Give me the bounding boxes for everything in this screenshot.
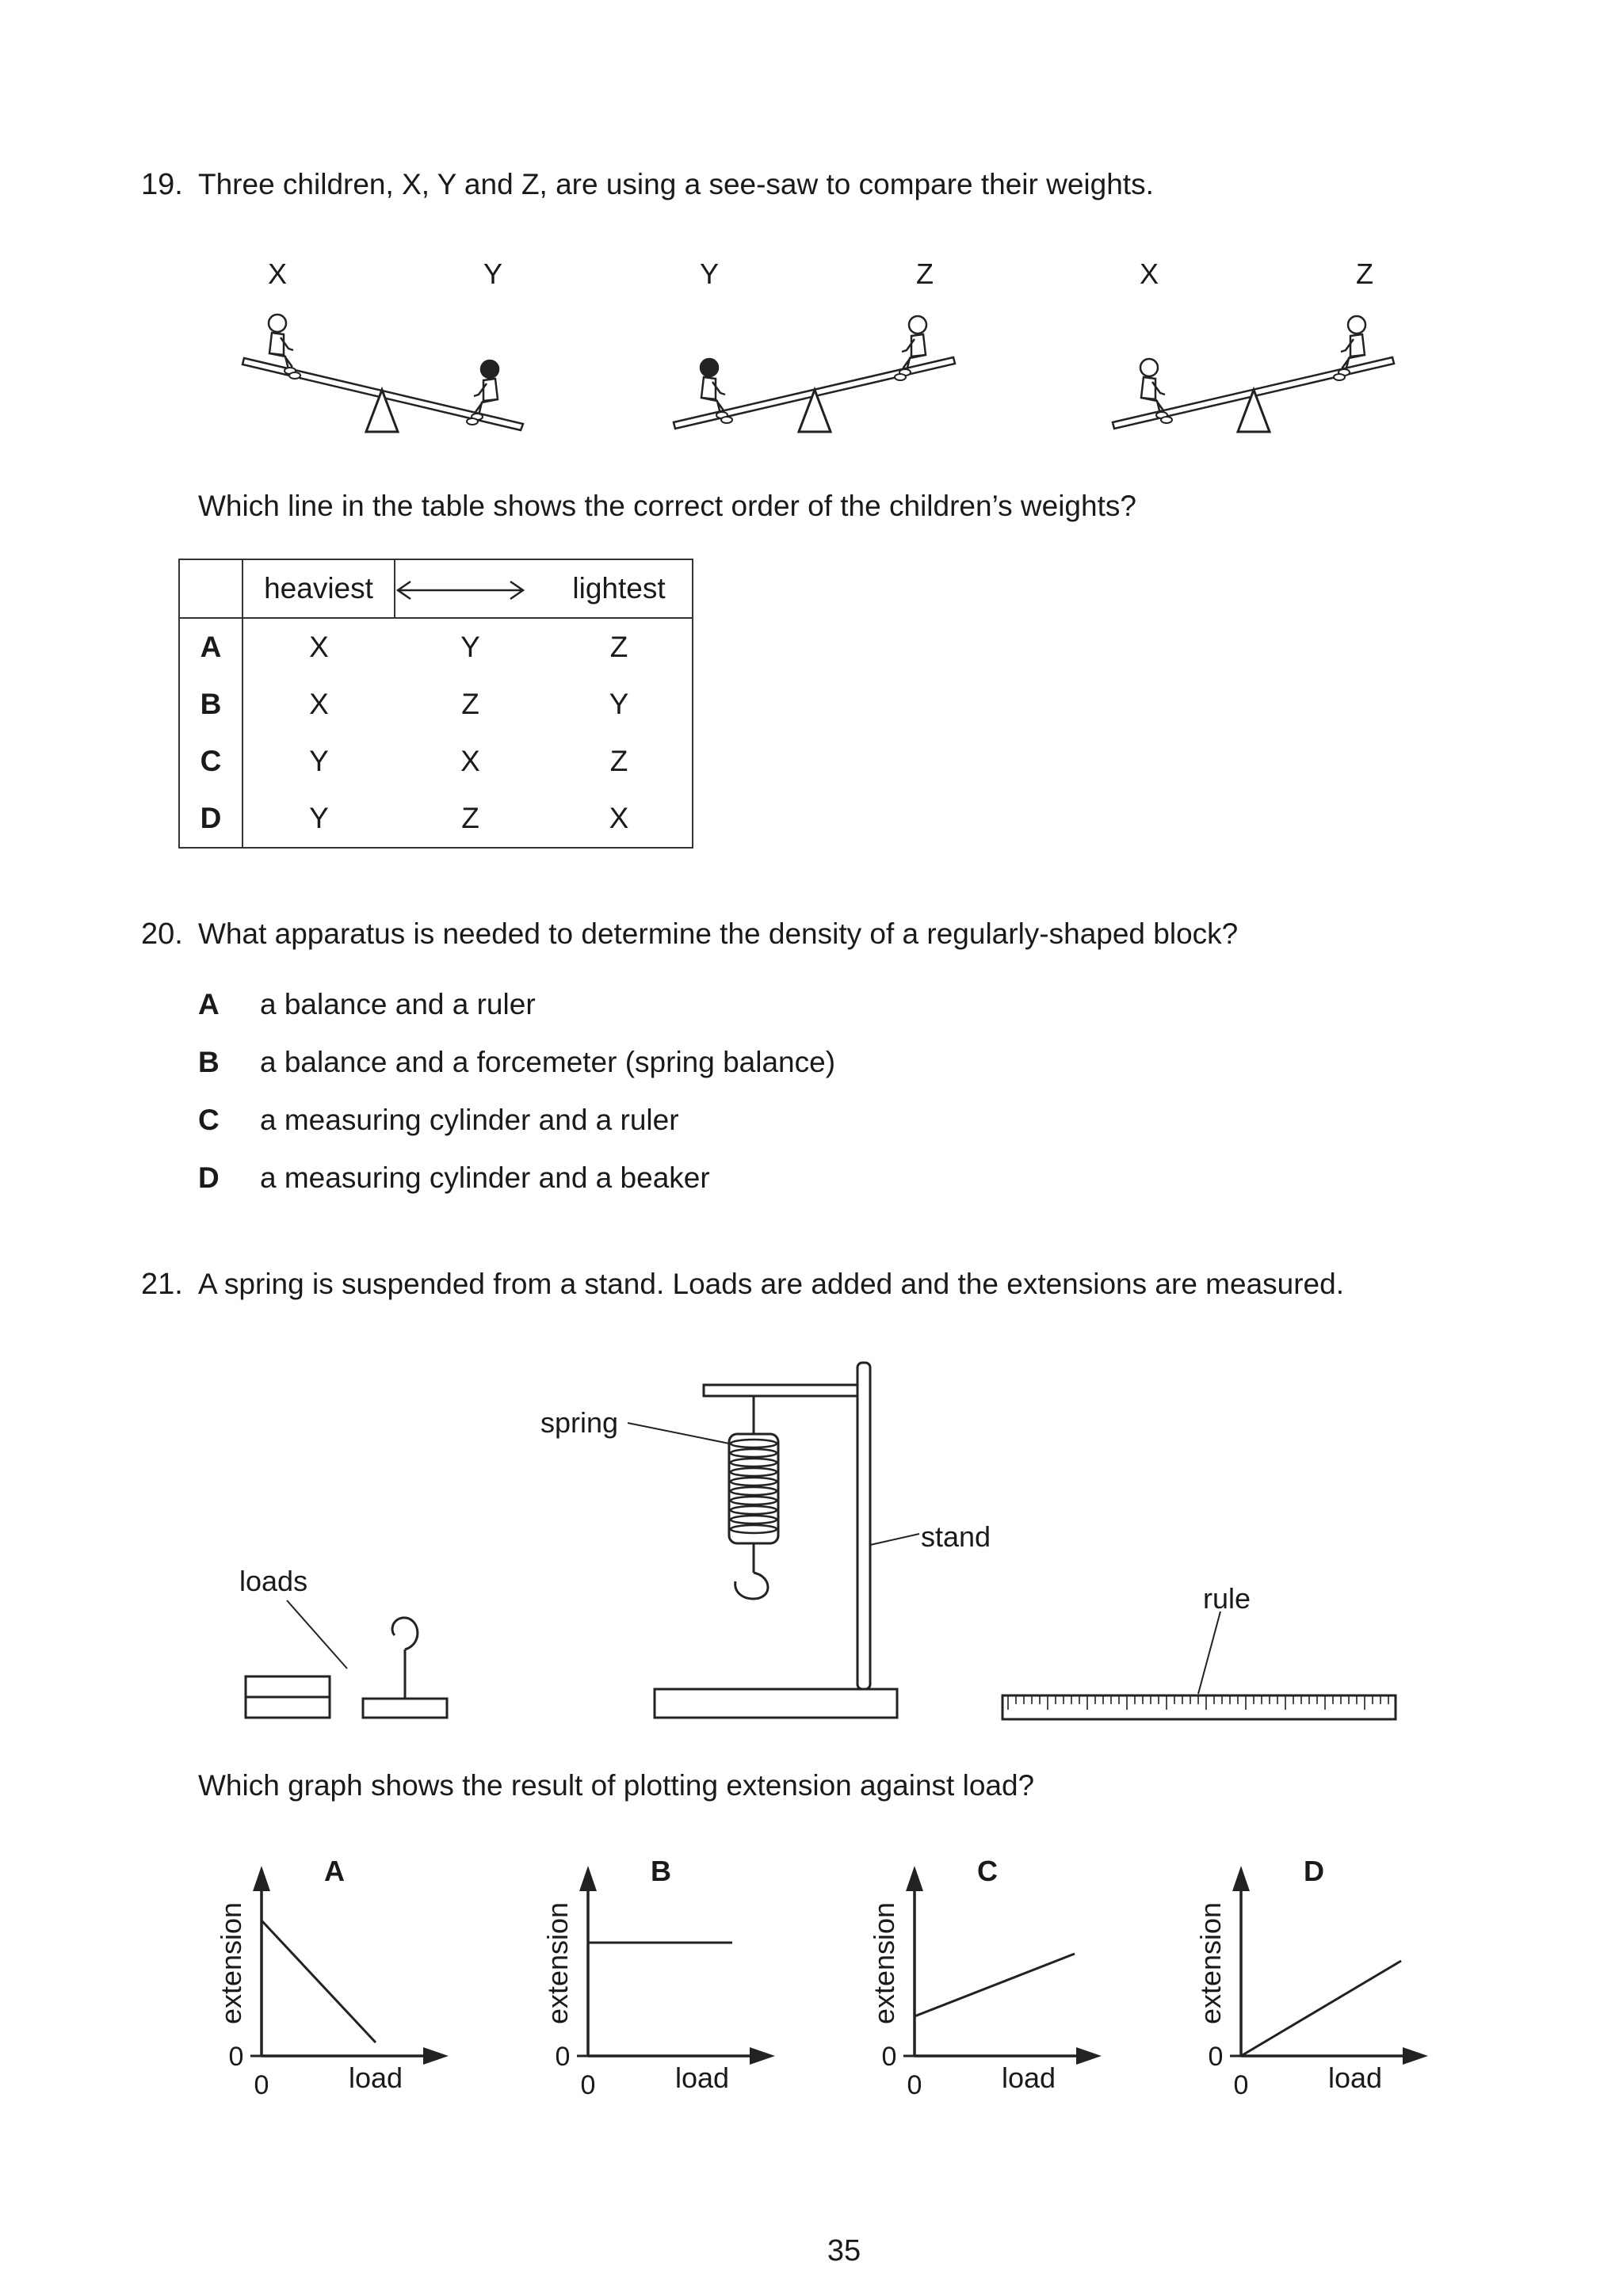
graph-a-letter: A	[324, 1855, 345, 1887]
q20-option-a: a balance and a ruler	[260, 988, 536, 1020]
graph-d-xlabel: load	[1327, 2061, 1383, 2094]
q20-option-d: a measuring cylinder and a beaker	[260, 1161, 710, 1194]
seesaw-2-right-label: Z	[916, 257, 934, 290]
graph-c-xlabel: load	[1001, 2061, 1056, 2094]
graph-a-origin-y: 0	[228, 2042, 244, 2072]
q21-prompt: Which graph shows the result of plotting extension against load?	[198, 1769, 1035, 1802]
table-row: B X Z Y	[179, 676, 693, 733]
rule-label: rule	[1203, 1582, 1251, 1615]
graph-d-letter: D	[1304, 1855, 1324, 1887]
heaviest-label: heaviest	[242, 559, 395, 618]
graph-d	[1194, 1855, 1428, 2100]
graph-b-letter: B	[651, 1855, 671, 1887]
q20-option-b: a balance and a forcemeter (spring balance)	[260, 1046, 836, 1078]
q21-text: A spring is suspended from a stand. Loads are added and the extensions are measured.	[198, 1268, 1344, 1300]
seesaw-1-right-label: Y	[483, 257, 503, 290]
graph-c-origin-x: 0	[907, 2070, 922, 2100]
q20-option-c: a measuring cylinder and a ruler	[260, 1104, 679, 1136]
graph-c-origin-y: 0	[881, 2042, 897, 2072]
graph-b-origin-x: 0	[580, 2070, 596, 2100]
q20-option-b-letter: B	[198, 1046, 220, 1078]
graph-b-origin-y: 0	[555, 2042, 571, 2072]
graph-d-origin-y: 0	[1208, 2042, 1224, 2072]
graph-d-ylabel: extension	[1194, 1901, 1227, 2025]
q20-text: What apparatus is needed to determine the density of a regularly-shaped block?	[198, 917, 1239, 950]
graph-c-letter: C	[977, 1855, 998, 1887]
q19-number: 19.	[141, 168, 183, 201]
spring-label: spring	[540, 1406, 619, 1439]
q21-number: 21.	[141, 1268, 183, 1301]
graph-a-origin-x: 0	[254, 2070, 269, 2100]
table-row: A X Y Z	[179, 618, 693, 676]
lightest-label: lightest	[546, 559, 693, 618]
q19-prompt: Which line in the table shows the correct order of the children’s weights?	[198, 490, 1136, 522]
graph-b-ylabel: extension	[541, 1901, 574, 2025]
loads-label: loads	[239, 1565, 308, 1597]
table-row: D Y Z X	[179, 790, 693, 848]
seesaw-2-left-label: Y	[699, 257, 720, 290]
graph-a-xlabel: load	[348, 2061, 403, 2094]
graph-d-line	[1241, 1961, 1401, 2056]
graph-d-origin-x: 0	[1233, 2070, 1249, 2100]
graph-a-ylabel: extension	[215, 1901, 247, 2025]
graph-c-line	[915, 1954, 1075, 2016]
q20-option-d-letter: D	[198, 1161, 220, 1194]
graph-a	[215, 1855, 449, 2100]
stand-label: stand	[921, 1520, 991, 1553]
page-number: 35	[827, 2234, 861, 2267]
graph-b	[541, 1855, 775, 2100]
graph-c-ylabel: extension	[868, 1901, 900, 2025]
q20-option-a-letter: A	[198, 988, 220, 1020]
q19-text: Three children, X, Y and Z, are using a see-saw to compare their weights.	[198, 168, 1154, 200]
seesaw-3-right-label: Z	[1356, 257, 1373, 290]
graph-b-xlabel: load	[674, 2061, 730, 2094]
seesaw-1-left-label: X	[267, 257, 288, 290]
q20-option-c-letter: C	[198, 1104, 220, 1136]
table-row: C Y X Z	[179, 733, 693, 790]
graph-a-line	[262, 1920, 376, 2042]
seesaw-3-left-label: X	[1139, 257, 1159, 290]
q20-number: 20.	[141, 917, 183, 951]
graph-c	[868, 1855, 1102, 2100]
